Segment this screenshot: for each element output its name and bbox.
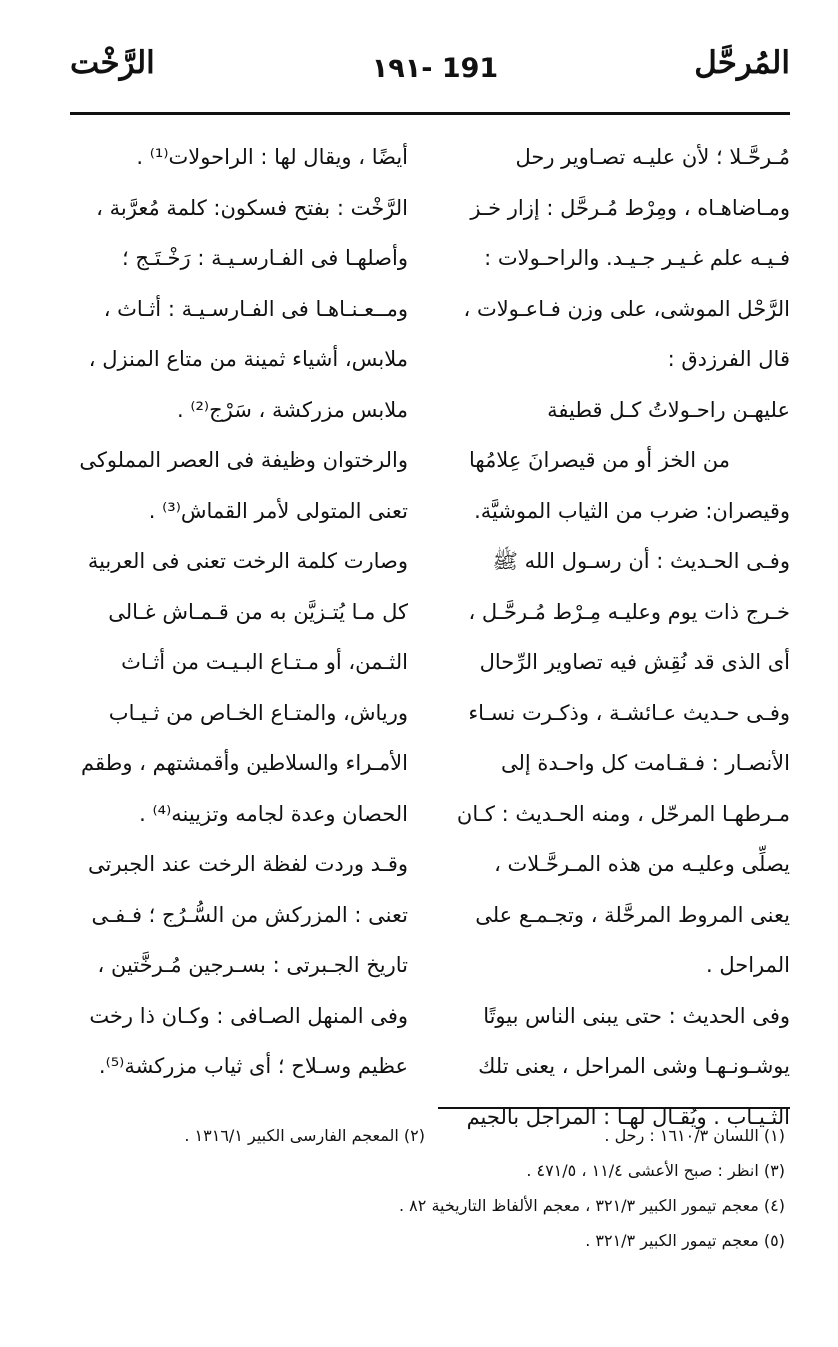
footnote-row	[70, 1188, 785, 1223]
text-line: مُـرحَّـلا ؛ لأن عليـه تصـاوير رحل	[515, 145, 790, 169]
footnote-1: (١) اللسان ١٦١٠/٣ : رحل .	[604, 1126, 785, 1145]
text-line: الثـيـاب . ويُقـال لهـا : المراجل بالجيم	[466, 1104, 790, 1129]
page-header	[70, 45, 790, 105]
footnote-4: (٤) معجم تيمور الكبير ٣٢١/٣ ، معجم الألفاظ التاريخية ٨٢ .	[399, 1196, 785, 1215]
text-line: ملابس، أشياء ثمينة من متاع المنزل ،	[88, 347, 408, 371]
poem-line: من الخز أو من قيصرانَ عِلامُها	[468, 448, 730, 472]
text-line: عظيم وسـلاح ؛ أى ثياب مزركشة⁽⁵⁾.	[98, 1054, 408, 1078]
text-line: فـيـه علم غـيـر جـيـد. والراحـولات :	[484, 246, 790, 270]
text-line: أى الذى قد نُقِش فيه تصاوير الرِّحال	[479, 650, 790, 674]
text-line: ورياش، والمتـاع الخـاص من ثـيـاب	[108, 700, 408, 725]
footnote-row	[70, 1118, 785, 1153]
text-line: تعنى المتولى لأمر القماش⁽³⁾ .	[148, 498, 408, 523]
text-line: كل مـا يُتـزيَّن به من قـمـاش غـالى	[108, 599, 408, 624]
text-line: قال الفرزدق :	[667, 347, 790, 371]
text-line: يصلِّى وعليـه من هذه المـرحَّـلات ،	[494, 852, 790, 876]
text-line: وأصلهـا فى الفـارسـيـة : رَخْـتَـج ؛	[121, 246, 408, 270]
running-title-right: المُرحَّل	[694, 45, 790, 81]
text-line: وقيصران: ضرب من الثياب الموشيَّة.	[474, 498, 790, 523]
text-line: يوشـونـهـا وشى المراحل ، يعنى تلك	[478, 1054, 790, 1078]
running-title-left: الرَّخْت	[70, 45, 155, 81]
text-line: المراحل .	[705, 953, 790, 977]
text-line: وفى المنهل الصـافى : وكـان ذا رخت	[89, 1003, 408, 1028]
footnote-3: (٣) انظر : صبح الأعشى ١١/٤ ، ٤٧١/٥ .	[526, 1161, 785, 1180]
text-line: ومـاضاهـاه ، ومِرْط مُـرحَّل : إزار خـز	[470, 195, 790, 220]
footnotes	[70, 1118, 785, 1258]
text-line: الثـمن، أو مـتـاع البـيـت من أثـاث	[121, 650, 408, 674]
text-line: وصارت كلمة الرخت تعنى فى العربية	[87, 549, 408, 573]
footnote-row	[70, 1153, 785, 1188]
entry-headword-line: الرَّخْت : بفتح فسكون: كلمة مُعرَّبة ،	[96, 195, 408, 220]
text-line: مـرطهـا المرحّل ، ومنه الحـديث : كـان	[456, 801, 790, 826]
text-line: الأمـراء والسلاطين وأقمشتهم ، وطقم	[81, 751, 408, 775]
text-line: خـرج ذات يوم وعليـه مِـرْط مُـرحَّـل ،	[468, 599, 790, 624]
page-number: ١٩١- 191	[371, 53, 499, 84]
text-line: ملابس مزركشة ، سَرْج⁽²⁾ .	[176, 397, 408, 422]
text-line: وقـد وردت لفظة الرخت عند الجبرتى	[87, 852, 408, 876]
footnote-rule	[438, 1107, 790, 1109]
left-column	[70, 132, 408, 1092]
footnote-5: (٥) معجم تيمور الكبير ٣٢١/٣ .	[585, 1231, 785, 1250]
right-column	[438, 132, 790, 1142]
text-line: الأنصـار : فـقـامت كل واحـدة إلى	[500, 751, 790, 775]
text-line: تاريخ الجـبرتى : بسـرجين مُـرخَّتين ،	[97, 953, 408, 977]
text-line: ومــعـنـاهـا فى الفـارسـيـة : أثـاث ،	[103, 296, 408, 321]
header-rule	[70, 112, 790, 115]
poem-line: عليهـن راحـولاتُ كـل قطيفة	[547, 397, 790, 422]
text-line: وفـى حـديث عـائشـة ، وذكـرت نسـاء	[468, 700, 790, 725]
text-line: وفى الحديث : حتى يبنى الناس بيوتًا	[483, 1003, 790, 1028]
text-line: الرَّحْل الموشى، على وزن فـاعـولات ،	[463, 296, 790, 321]
text-line: وفـى الحـديث : أن رسـول الله ﷺ	[492, 549, 790, 573]
text-line: والرختوان وظيفة فى العصر المملوكى	[79, 448, 408, 472]
text-line: الحصان وعدة لجامه وتزيينه⁽⁴⁾ .	[139, 801, 408, 826]
text-line: أيضًا ، ويقال لها : الراحولات⁽¹⁾ .	[136, 145, 408, 169]
footnote-row	[70, 1223, 785, 1258]
text-line: تعنى : المزركش من السُّـرُج ؛ فـفـى	[91, 902, 408, 927]
text-line: يعنى المروط المرحَّلة ، وتجـمـع على	[475, 902, 790, 927]
footnote-2: (٢) المعجم الفارسى الكبير ١٣١٦/١ .	[184, 1126, 425, 1145]
